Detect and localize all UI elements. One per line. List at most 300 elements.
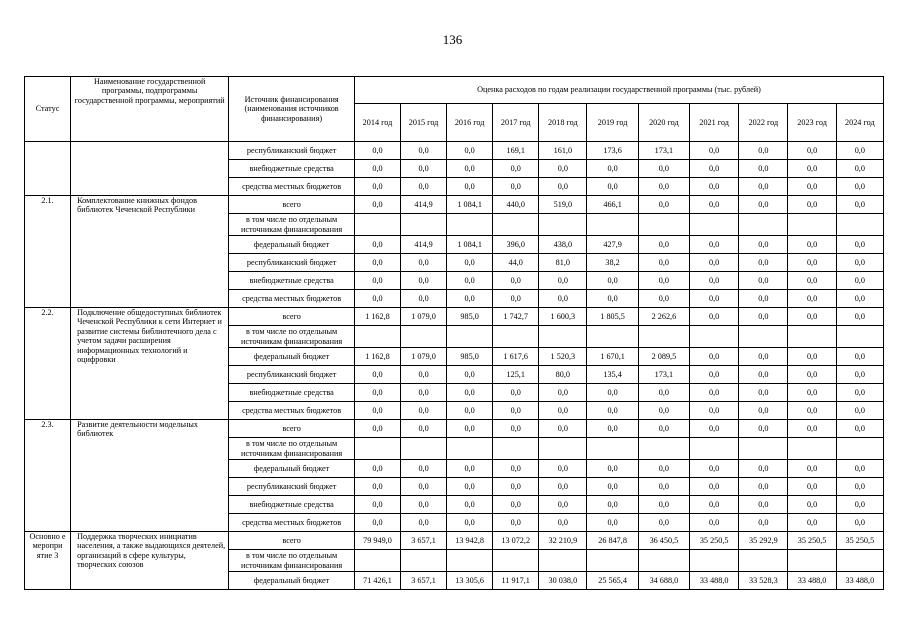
amount-cell: 0,0 — [788, 272, 836, 290]
amount-cell: 440,0 — [493, 196, 539, 214]
amount-cell: 0,0 — [836, 496, 883, 514]
row-status: 2.3. — [25, 420, 71, 532]
amount-cell: 71 426,1 — [354, 572, 400, 590]
amount-cell: 0,0 — [638, 402, 689, 420]
amount-cell: 0,0 — [539, 272, 587, 290]
amount-cell: 0,0 — [638, 496, 689, 514]
funding-source: средства местных бюджетов — [229, 402, 355, 420]
amount-cell: 0,0 — [739, 348, 788, 366]
amount-cell: 0,0 — [836, 254, 883, 272]
amount-cell: 0,0 — [587, 478, 638, 496]
amount-cell: 0,0 — [788, 514, 836, 532]
amount-cell: 35 250,5 — [690, 532, 739, 550]
amount-cell: 0,0 — [739, 290, 788, 308]
amount-cell — [739, 326, 788, 348]
amount-cell: 0,0 — [354, 420, 400, 438]
page-number: 136 — [442, 32, 463, 47]
amount-cell: 0,0 — [788, 142, 836, 160]
amount-cell: 11 917,1 — [493, 572, 539, 590]
amount-cell — [638, 550, 689, 572]
amount-cell: 0,0 — [587, 290, 638, 308]
amount-cell: 33 488,0 — [788, 572, 836, 590]
amount-cell: 0,0 — [493, 290, 539, 308]
amount-cell: 0,0 — [401, 460, 447, 478]
amount-cell — [836, 214, 883, 236]
amount-cell: 35 250,5 — [788, 532, 836, 550]
table-row — [25, 532, 884, 550]
amount-cell: 0,0 — [690, 196, 739, 214]
amount-cell: 0,0 — [447, 254, 493, 272]
amount-cell: 0,0 — [493, 514, 539, 532]
amount-cell: 0,0 — [401, 420, 447, 438]
amount-cell: 0,0 — [690, 178, 739, 196]
funding-source: федеральный бюджет — [229, 236, 355, 254]
amount-cell: 81,0 — [539, 254, 587, 272]
header-year: 2014 год — [354, 104, 400, 142]
amount-cell: 169,1 — [493, 142, 539, 160]
amount-cell: 396,0 — [493, 236, 539, 254]
amount-cell: 0,0 — [739, 460, 788, 478]
amount-cell: 0,0 — [739, 478, 788, 496]
amount-cell: 125,1 — [493, 366, 539, 384]
amount-cell — [539, 326, 587, 348]
funding-source: всего — [229, 420, 355, 438]
header-year: 2020 год — [638, 104, 689, 142]
amount-cell: 0,0 — [354, 514, 400, 532]
amount-cell: 0,0 — [354, 160, 400, 178]
amount-cell: 0,0 — [401, 478, 447, 496]
amount-cell: 0,0 — [401, 272, 447, 290]
amount-cell: 0,0 — [788, 402, 836, 420]
amount-cell: 0,0 — [690, 160, 739, 178]
amount-cell: 0,0 — [354, 290, 400, 308]
funding-source: федеральный бюджет — [229, 572, 355, 590]
amount-cell: 0,0 — [638, 384, 689, 402]
amount-cell: 0,0 — [493, 420, 539, 438]
amount-cell: 25 565,4 — [587, 572, 638, 590]
amount-cell: 2 262,6 — [638, 308, 689, 326]
row-name: Подключение общедоступных библиотек Чеченской Республики к сети Интернет и развитие системы библиотечного дела с учетом задачи расширения информационных технологий и оцифровки — [71, 308, 229, 420]
amount-cell: 0,0 — [539, 160, 587, 178]
amount-cell: 0,0 — [539, 178, 587, 196]
amount-cell: 0,0 — [447, 178, 493, 196]
amount-cell: 0,0 — [447, 160, 493, 178]
amount-cell: 0,0 — [836, 308, 883, 326]
funding-source: внебюджетные средства — [229, 160, 355, 178]
amount-cell: 1 084,1 — [447, 236, 493, 254]
amount-cell — [539, 438, 587, 460]
amount-cell: 0,0 — [638, 178, 689, 196]
amount-cell — [447, 326, 493, 348]
amount-cell: 3 657,1 — [401, 572, 447, 590]
amount-cell: 0,0 — [788, 254, 836, 272]
amount-cell — [401, 214, 447, 236]
amount-cell: 1 600,3 — [539, 308, 587, 326]
amount-cell: 0,0 — [690, 308, 739, 326]
amount-cell: 0,0 — [788, 366, 836, 384]
header-year: 2024 год — [836, 104, 883, 142]
funding-source: республиканский бюджет — [229, 366, 355, 384]
table-row — [25, 142, 884, 160]
header-year: 2017 год — [493, 104, 539, 142]
amount-cell: 0,0 — [690, 142, 739, 160]
row-status: 2.1. — [25, 196, 71, 308]
amount-cell: 0,0 — [690, 254, 739, 272]
row-status: 2.2. — [25, 308, 71, 420]
amount-cell — [587, 438, 638, 460]
amount-cell: 414,9 — [401, 196, 447, 214]
amount-cell: 1 670,1 — [587, 348, 638, 366]
amount-cell: 173,1 — [638, 142, 689, 160]
amount-cell: 3 657,1 — [401, 532, 447, 550]
amount-cell: 466,1 — [587, 196, 638, 214]
funding-source: республиканский бюджет — [229, 478, 355, 496]
amount-cell: 414,9 — [401, 236, 447, 254]
funding-source: внебюджетные средства — [229, 496, 355, 514]
amount-cell — [690, 326, 739, 348]
amount-cell: 1 520,3 — [539, 348, 587, 366]
amount-cell: 0,0 — [690, 272, 739, 290]
amount-cell: 33 528,3 — [739, 572, 788, 590]
amount-cell: 0,0 — [836, 142, 883, 160]
amount-cell: 1 162,8 — [354, 308, 400, 326]
amount-cell: 0,0 — [354, 496, 400, 514]
amount-cell — [690, 550, 739, 572]
header-year: 2023 год — [788, 104, 836, 142]
amount-cell — [788, 438, 836, 460]
amount-cell: 0,0 — [587, 160, 638, 178]
amount-cell: 1 617,6 — [493, 348, 539, 366]
amount-cell: 0,0 — [638, 420, 689, 438]
amount-cell: 0,0 — [836, 420, 883, 438]
amount-cell — [788, 326, 836, 348]
amount-cell: 1 162,8 — [354, 348, 400, 366]
amount-cell — [638, 438, 689, 460]
amount-cell: 0,0 — [447, 272, 493, 290]
amount-cell: 0,0 — [739, 496, 788, 514]
amount-cell: 0,0 — [587, 420, 638, 438]
row-name: Развитие деятельности модельных библиотек — [71, 420, 229, 532]
amount-cell: 0,0 — [447, 420, 493, 438]
amount-cell — [401, 438, 447, 460]
amount-cell — [587, 326, 638, 348]
amount-cell: 0,0 — [539, 478, 587, 496]
funding-source: республиканский бюджет — [229, 254, 355, 272]
table-row — [25, 420, 884, 438]
amount-cell: 0,0 — [354, 272, 400, 290]
funding-source: внебюджетные средства — [229, 384, 355, 402]
amount-cell: 0,0 — [690, 236, 739, 254]
amount-cell: 0,0 — [690, 348, 739, 366]
amount-cell: 0,0 — [539, 420, 587, 438]
amount-cell: 0,0 — [836, 196, 883, 214]
amount-cell: 0,0 — [493, 402, 539, 420]
header-year: 2016 год — [447, 104, 493, 142]
amount-cell — [539, 214, 587, 236]
amount-cell: 0,0 — [788, 160, 836, 178]
amount-cell: 1 742,7 — [493, 308, 539, 326]
amount-cell — [788, 214, 836, 236]
amount-cell: 0,0 — [739, 272, 788, 290]
header-year: 2018 год — [539, 104, 587, 142]
amount-cell: 0,0 — [788, 478, 836, 496]
amount-cell: 0,0 — [401, 384, 447, 402]
amount-cell: 0,0 — [836, 402, 883, 420]
funding-source: республиканский бюджет — [229, 142, 355, 160]
amount-cell: 35 292,9 — [739, 532, 788, 550]
amount-cell: 0,0 — [447, 496, 493, 514]
amount-cell — [739, 214, 788, 236]
header-year: 2022 год — [739, 104, 788, 142]
amount-cell: 34 688,0 — [638, 572, 689, 590]
amount-cell: 0,0 — [447, 142, 493, 160]
amount-cell — [836, 438, 883, 460]
amount-cell: 0,0 — [354, 478, 400, 496]
amount-cell — [690, 214, 739, 236]
amount-cell — [354, 214, 400, 236]
amount-cell: 0,0 — [493, 460, 539, 478]
amount-cell: 0,0 — [638, 196, 689, 214]
amount-cell: 0,0 — [739, 236, 788, 254]
amount-cell: 2 089,5 — [638, 348, 689, 366]
amount-cell — [587, 214, 638, 236]
amount-cell: 0,0 — [690, 366, 739, 384]
amount-cell — [401, 326, 447, 348]
amount-cell: 0,0 — [638, 254, 689, 272]
amount-cell: 0,0 — [401, 160, 447, 178]
amount-cell: 0,0 — [354, 254, 400, 272]
amount-cell: 0,0 — [401, 178, 447, 196]
amount-cell: 0,0 — [836, 236, 883, 254]
funding-source: средства местных бюджетов — [229, 514, 355, 532]
budget-body — [25, 142, 884, 590]
amount-cell: 173,6 — [587, 142, 638, 160]
row-status — [25, 142, 71, 196]
amount-cell: 1 805,5 — [587, 308, 638, 326]
amount-cell: 79 949,0 — [354, 532, 400, 550]
amount-cell: 13 072,2 — [493, 532, 539, 550]
amount-cell — [447, 214, 493, 236]
row-name: Поддержка творческих инициатив населения, а также выдающихся деятелей, организаций в сфере культуры, творческих союзов — [71, 532, 229, 590]
funding-source: внебюджетные средства — [229, 272, 355, 290]
funding-source: средства местных бюджетов — [229, 290, 355, 308]
amount-cell: 0,0 — [788, 178, 836, 196]
amount-cell: 0,0 — [401, 514, 447, 532]
amount-cell: 30 038,0 — [539, 572, 587, 590]
amount-cell: 35 250,5 — [836, 532, 883, 550]
amount-cell: 0,0 — [690, 496, 739, 514]
amount-cell: 0,0 — [836, 160, 883, 178]
amount-cell: 0,0 — [493, 478, 539, 496]
amount-cell: 0,0 — [788, 236, 836, 254]
amount-cell: 0,0 — [539, 402, 587, 420]
amount-cell — [401, 550, 447, 572]
amount-cell: 33 488,0 — [836, 572, 883, 590]
amount-cell: 0,0 — [836, 272, 883, 290]
amount-cell: 161,0 — [539, 142, 587, 160]
funding-source: всего — [229, 196, 355, 214]
amount-cell: 0,0 — [539, 496, 587, 514]
amount-cell: 0,0 — [493, 160, 539, 178]
amount-cell: 0,0 — [690, 478, 739, 496]
amount-cell: 0,0 — [836, 178, 883, 196]
amount-cell: 0,0 — [690, 290, 739, 308]
table-row — [25, 196, 884, 214]
amount-cell: 0,0 — [587, 514, 638, 532]
amount-cell — [354, 550, 400, 572]
amount-cell: 0,0 — [447, 290, 493, 308]
amount-cell: 0,0 — [788, 420, 836, 438]
amount-cell: 0,0 — [401, 142, 447, 160]
table-row — [25, 308, 884, 326]
amount-cell — [587, 550, 638, 572]
amount-cell: 0,0 — [539, 384, 587, 402]
amount-cell: 0,0 — [493, 496, 539, 514]
amount-cell: 0,0 — [587, 402, 638, 420]
row-name: Комплектование книжных фондов библиотек Чеченской Республики — [71, 196, 229, 308]
amount-cell: 0,0 — [539, 290, 587, 308]
amount-cell: 0,0 — [539, 514, 587, 532]
amount-cell: 985,0 — [447, 348, 493, 366]
amount-cell: 26 847,8 — [587, 532, 638, 550]
amount-cell: 0,0 — [401, 366, 447, 384]
header-row-1 — [25, 77, 884, 104]
amount-cell: 0,0 — [354, 460, 400, 478]
amount-cell — [739, 438, 788, 460]
amount-cell: 0,0 — [788, 496, 836, 514]
amount-cell: 0,0 — [638, 478, 689, 496]
amount-cell: 0,0 — [739, 366, 788, 384]
amount-cell: 0,0 — [401, 254, 447, 272]
funding-source: федеральный бюджет — [229, 460, 355, 478]
amount-cell — [493, 214, 539, 236]
amount-cell: 0,0 — [447, 478, 493, 496]
amount-cell: 985,0 — [447, 308, 493, 326]
amount-cell: 173,1 — [638, 366, 689, 384]
funding-source: в том числе по отдельным источникам финансирования — [229, 438, 355, 460]
row-status: Основно е меропри ятие 3 — [25, 532, 71, 590]
amount-cell — [493, 326, 539, 348]
amount-cell: 0,0 — [539, 460, 587, 478]
amount-cell: 0,0 — [788, 196, 836, 214]
amount-cell: 0,0 — [788, 290, 836, 308]
amount-cell — [638, 326, 689, 348]
amount-cell — [539, 550, 587, 572]
amount-cell — [836, 550, 883, 572]
amount-cell: 13 942,8 — [447, 532, 493, 550]
amount-cell: 80,0 — [539, 366, 587, 384]
amount-cell: 0,0 — [739, 514, 788, 532]
header-status: Статус — [25, 77, 71, 142]
amount-cell: 0,0 — [354, 384, 400, 402]
amount-cell: 0,0 — [587, 384, 638, 402]
amount-cell: 0,0 — [638, 460, 689, 478]
amount-cell: 519,0 — [539, 196, 587, 214]
amount-cell: 0,0 — [638, 514, 689, 532]
budget-table — [24, 76, 884, 590]
amount-cell: 0,0 — [739, 178, 788, 196]
funding-source: в том числе по отдельным источникам финансирования — [229, 326, 355, 348]
amount-cell: 33 488,0 — [690, 572, 739, 590]
amount-cell: 0,0 — [788, 308, 836, 326]
header-year: 2019 год — [587, 104, 638, 142]
amount-cell: 0,0 — [401, 290, 447, 308]
amount-cell: 0,0 — [739, 254, 788, 272]
amount-cell: 0,0 — [739, 142, 788, 160]
amount-cell: 0,0 — [354, 236, 400, 254]
amount-cell: 0,0 — [447, 514, 493, 532]
amount-cell: 1 079,0 — [401, 348, 447, 366]
funding-source: в том числе по отдельным источникам финансирования — [229, 214, 355, 236]
amount-cell — [447, 438, 493, 460]
amount-cell: 0,0 — [739, 308, 788, 326]
amount-cell: 44,0 — [493, 254, 539, 272]
amount-cell — [690, 438, 739, 460]
amount-cell: 0,0 — [739, 402, 788, 420]
funding-source: всего — [229, 532, 355, 550]
amount-cell: 0,0 — [447, 366, 493, 384]
amount-cell: 0,0 — [836, 514, 883, 532]
amount-cell: 0,0 — [690, 514, 739, 532]
amount-cell: 0,0 — [493, 272, 539, 290]
amount-cell: 0,0 — [739, 420, 788, 438]
amount-cell — [493, 438, 539, 460]
amount-cell: 0,0 — [836, 366, 883, 384]
amount-cell: 427,9 — [587, 236, 638, 254]
amount-cell — [354, 438, 400, 460]
funding-source: всего — [229, 308, 355, 326]
amount-cell: 0,0 — [354, 178, 400, 196]
amount-cell — [493, 550, 539, 572]
amount-cell: 0,0 — [638, 236, 689, 254]
header-year: 2021 год — [690, 104, 739, 142]
amount-cell: 0,0 — [836, 460, 883, 478]
amount-cell: 36 450,5 — [638, 532, 689, 550]
amount-cell: 0,0 — [447, 460, 493, 478]
header-name: Наименование государственной программы, подпрограммы государственной программы, мероприятий — [71, 77, 229, 142]
amount-cell: 0,0 — [739, 384, 788, 402]
amount-cell: 32 210,9 — [539, 532, 587, 550]
header-estimate: Оценка расходов по годам реализации государственной программы (тыс. рублей) — [354, 77, 883, 104]
amount-cell: 0,0 — [788, 348, 836, 366]
amount-cell: 13 305,6 — [447, 572, 493, 590]
amount-cell: 0,0 — [587, 460, 638, 478]
amount-cell — [836, 326, 883, 348]
amount-cell: 0,0 — [493, 178, 539, 196]
amount-cell: 0,0 — [638, 160, 689, 178]
row-name — [71, 142, 229, 196]
amount-cell: 0,0 — [836, 348, 883, 366]
amount-cell: 0,0 — [788, 460, 836, 478]
amount-cell: 0,0 — [788, 384, 836, 402]
amount-cell: 0,0 — [739, 196, 788, 214]
amount-cell: 0,0 — [836, 290, 883, 308]
amount-cell: 0,0 — [354, 366, 400, 384]
amount-cell: 0,0 — [493, 384, 539, 402]
amount-cell — [638, 214, 689, 236]
amount-cell: 0,0 — [447, 384, 493, 402]
amount-cell: 0,0 — [447, 402, 493, 420]
header-source: Источник финансирования (наименования источников финансирования) — [229, 77, 355, 142]
amount-cell: 0,0 — [690, 420, 739, 438]
amount-cell: 135,4 — [587, 366, 638, 384]
amount-cell: 1 079,0 — [401, 308, 447, 326]
amount-cell: 0,0 — [690, 402, 739, 420]
amount-cell: 0,0 — [638, 290, 689, 308]
amount-cell: 0,0 — [354, 402, 400, 420]
amount-cell — [354, 326, 400, 348]
amount-cell: 0,0 — [638, 272, 689, 290]
